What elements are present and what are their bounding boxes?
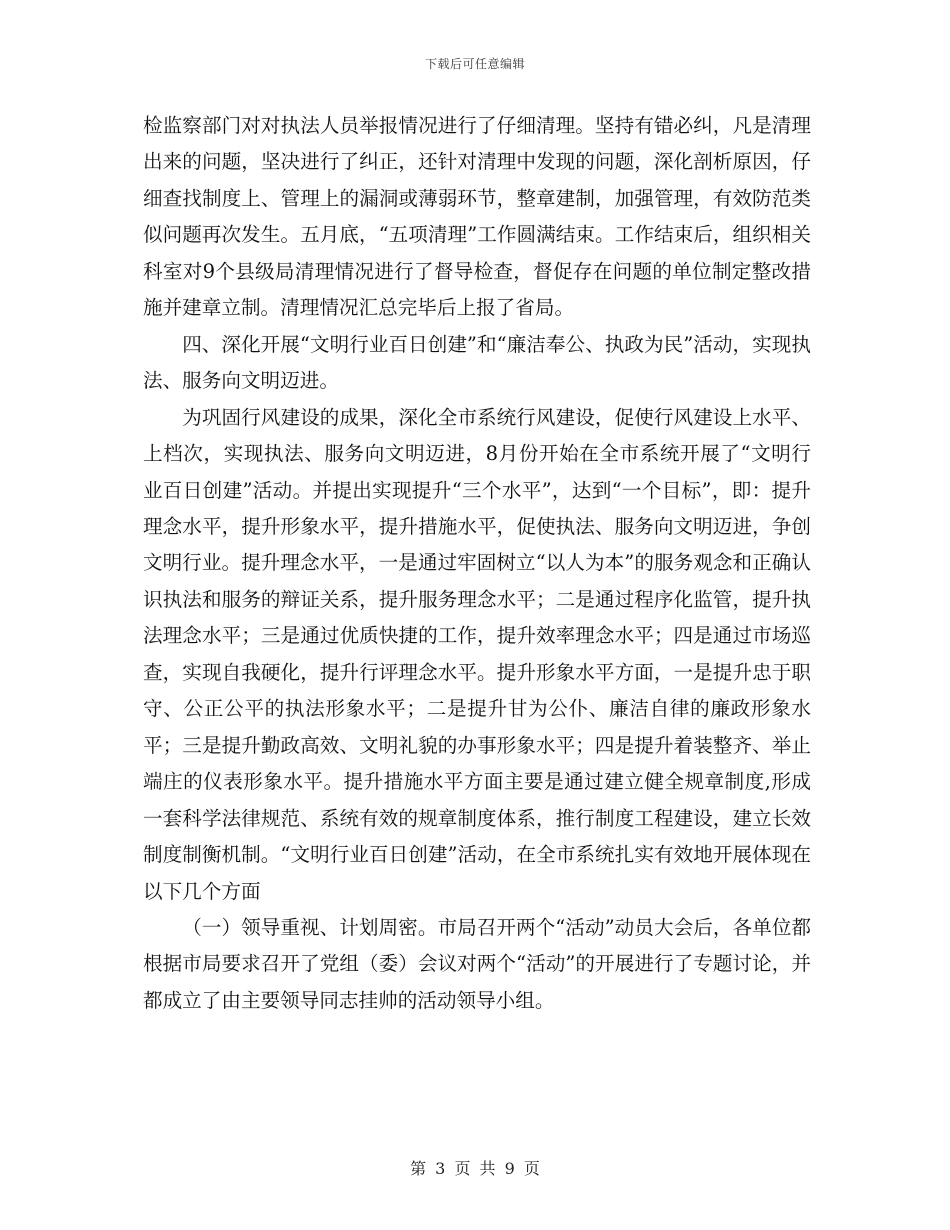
paragraph-continuation: 检监察部门对对执法人员举报情况进行了仔细清理。坚持有错必纠，凡是清理出来的问题，坚决进行了纠正，还针对清理中发现的问题，深化剖析原因，仔细查找制度上、管理上的漏洞或薄弱环节，整章建制，加强管理，有效防范类似问题再次发生。五月底，“五项清理”工作圆满结束。工作结束后，组织相关科室对9个县级局清理情况进行了督导检查，督促存在问题的单位制定整改措施并建章立制。清理情况汇总完毕后上报了省局。: [143, 114, 811, 320]
page-number: 第 3 页 共 9 页: [410, 1159, 540, 1178]
section-heading-four: 四、深化开展“文明行业百日创建”和“廉洁奉公、执政为民”活动，实现执法、服务向文明迈进。: [143, 332, 811, 393]
paragraph-body: 为巩固行风建设的成果，深化全市系统行风建设，促使行风建设上水平、上档次，实现执法、服务向文明迈进，8月份开始在全市系统开展了“文明行业百日创建”活动。并提出实现提升“三个水平”，达到“一个目标”，即：提升理念水平，提升形象水平，提升措施水平，促使执法、服务向文明迈进，争创文明行业。提升理念水平，一是通过牢固树立“以人为本”的服务观念和正确认识执法和服务的辩证关系，提升服务理念水平；二是通过程序化监管，提升执法理念水平；三是通过优质快捷的工作，提升效率理念水平；四是通过市场巡查，实现自我硬化，提升行评理念水平。提升形象水平方面，一是提升忠于职守、公正公平的执法形象水平；二是提升甘为公仆、廉洁自律的廉政形象水平；三是提升勤政高效、文明礼貌的办事形象水平；四是提升着装整齐、举止端庄的仪表形象水平。提升措施水平方面主要是通过建立健全规章制度,形成一套科学法律规范、系统有效的规章制度体系，推行制度工程建设，建立长效制度制衡机制。“文明行业百日创建”活动，在全市系统扎实有效地开展体现在以下几个方面: [143, 405, 811, 903]
page-header: 下载后可任意编辑: [424, 57, 525, 71]
document-body: [143, 108, 811, 1019]
paragraph-subsection-one: （一）领导重视、计划周密。市局召开两个“活动”动员大会后，各单位都根据市局要求召开了党组（委）会议对两个“活动”的开展进行了专题讨论，并都成立了由主要领导同志挂帅的活动领导小组。: [143, 915, 811, 1012]
